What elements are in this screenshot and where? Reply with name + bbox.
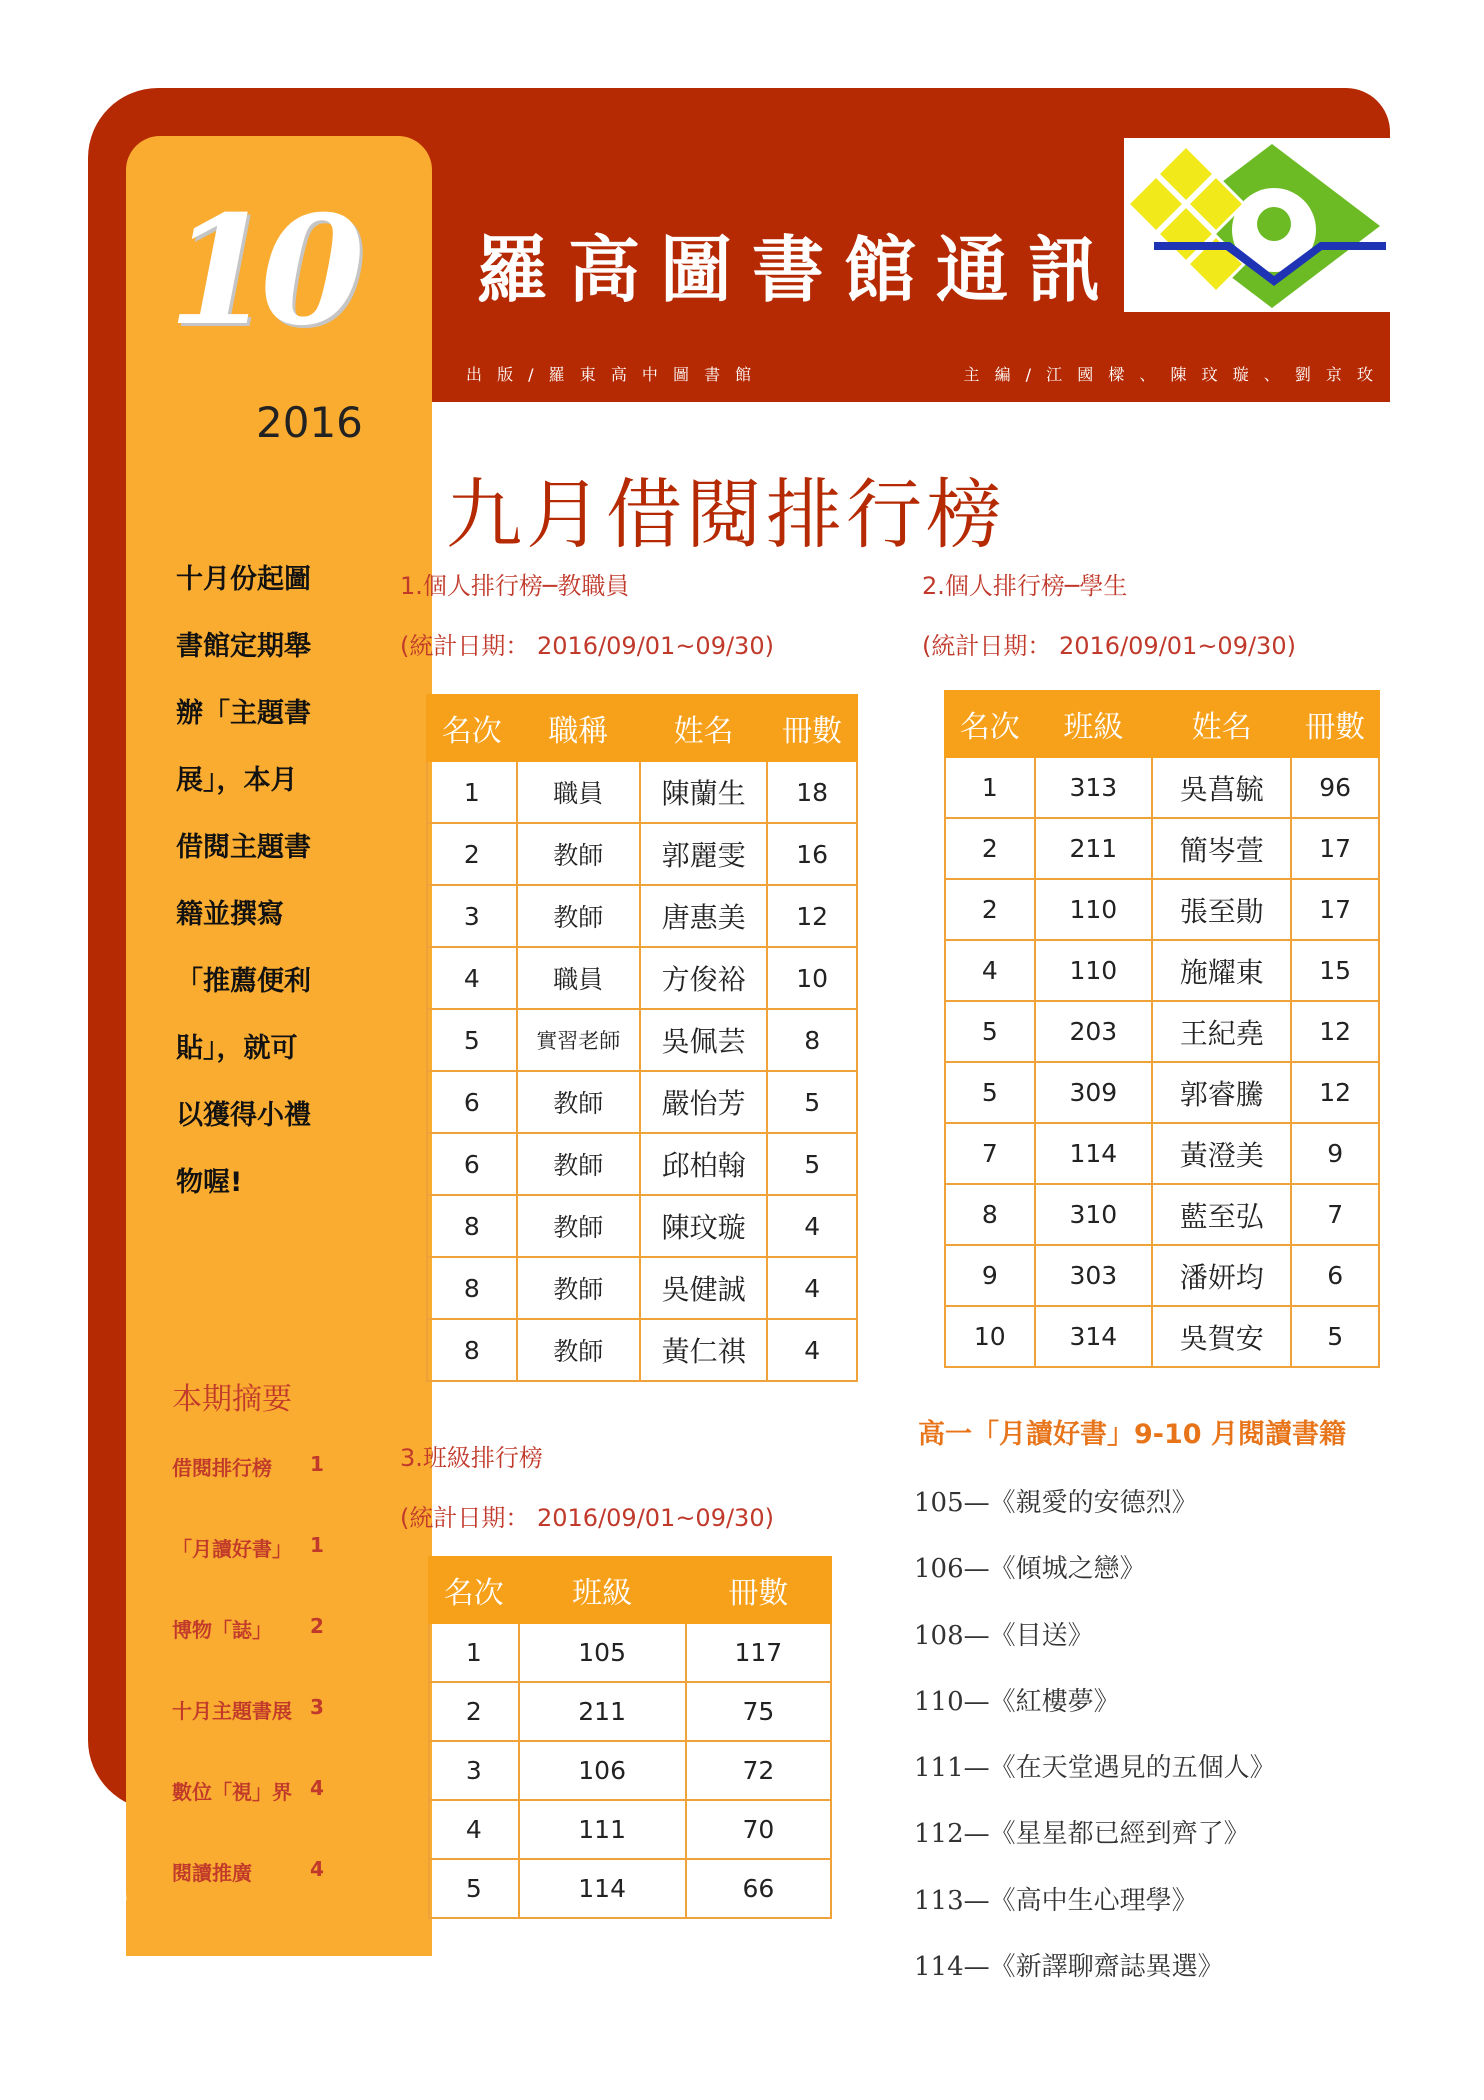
table-cell: 職員 [517, 761, 640, 823]
book-list-item: 114—《新譯聊齋誌異選》 [914, 1952, 1224, 1983]
table-cell: 110 [1035, 879, 1153, 940]
table-cell: 8 [427, 1257, 517, 1319]
table-cell: 303 [1035, 1245, 1153, 1306]
table-cell: 6 [1291, 1245, 1379, 1306]
notice-line: 籍並撰寫 [176, 899, 284, 930]
table-cell: 2 [945, 818, 1035, 879]
table-row [945, 879, 1379, 940]
column-header: 名次 [429, 1557, 519, 1623]
notice-line: 借閱主題書 [176, 832, 311, 863]
table-cell: 211 [519, 1682, 686, 1741]
table-cell: 111 [519, 1800, 686, 1859]
table-cell: 2 [945, 879, 1035, 940]
table-cell: 1 [429, 1623, 519, 1682]
notice-line: 貼」，就可 [176, 1033, 298, 1064]
table-cell: 吳賀安 [1152, 1306, 1291, 1367]
table-cell: 吳佩芸 [640, 1009, 767, 1071]
student-ranking-heading: 2.個人排行榜─學生 [922, 572, 1128, 600]
table-row [945, 757, 1379, 818]
table-cell: 方俊裕 [640, 947, 767, 1009]
table-row [429, 1800, 831, 1859]
table-cell: 教師 [517, 885, 640, 947]
newsletter-title: 羅高圖書館通訊 [476, 227, 1121, 312]
table-row [429, 1623, 831, 1682]
table-cell: 5 [1291, 1306, 1379, 1367]
book-list-item: 106—《傾城之戀》 [914, 1554, 1146, 1585]
table-cell: 7 [945, 1123, 1035, 1184]
book-list-item: 113—《高中生心理學》 [914, 1885, 1198, 1916]
table-cell: 9 [1291, 1123, 1379, 1184]
table-cell: 10 [767, 947, 857, 1009]
table-row [427, 823, 857, 885]
book-list-item: 112—《星星都已經到齊了》 [914, 1819, 1250, 1850]
summary-item-label: 數位「視」界 [172, 1780, 292, 1804]
table-cell: 203 [1035, 1001, 1153, 1062]
table-cell: 4 [429, 1800, 519, 1859]
table-row [429, 1741, 831, 1800]
summary-item-label: 借閱排行榜 [172, 1456, 272, 1480]
table-cell: 陳蘭生 [640, 761, 767, 823]
table-cell: 黃澄美 [1152, 1123, 1291, 1184]
class-ranking-heading: 3.班級排行榜 [400, 1444, 543, 1472]
table-cell: 114 [519, 1859, 686, 1918]
table-cell: 教師 [517, 1319, 640, 1381]
table-cell: 15 [1291, 940, 1379, 1001]
table-row [427, 1319, 857, 1381]
table-cell: 70 [686, 1800, 831, 1859]
table-row [427, 1133, 857, 1195]
table-cell: 9 [945, 1245, 1035, 1306]
table-cell: 教師 [517, 1071, 640, 1133]
table-cell: 7 [1291, 1184, 1379, 1245]
table-cell: 12 [1291, 1001, 1379, 1062]
summary-item-page: 2 [310, 1614, 324, 1638]
table-cell: 8 [945, 1184, 1035, 1245]
table-cell: 2 [427, 823, 517, 885]
table-cell: 教師 [517, 1195, 640, 1257]
table-row [429, 1859, 831, 1918]
table-cell: 10 [945, 1306, 1035, 1367]
table-cell: 嚴怡芳 [640, 1071, 767, 1133]
table-row [945, 1306, 1379, 1367]
summary-item-page: 4 [310, 1857, 324, 1881]
table-row [429, 1682, 831, 1741]
table-row [427, 885, 857, 947]
table-cell: 17 [1291, 879, 1379, 940]
table-row [427, 1071, 857, 1133]
table-row [945, 1184, 1379, 1245]
table-cell: 施耀東 [1152, 940, 1291, 1001]
table-cell: 5 [945, 1001, 1035, 1062]
table-cell: 教師 [517, 1257, 640, 1319]
table-cell: 實習老師 [517, 1009, 640, 1071]
table-cell: 110 [1035, 940, 1153, 1001]
table-cell: 唐惠美 [640, 885, 767, 947]
notice-line: 辦「主題書 [176, 698, 311, 729]
table-cell: 郭睿騰 [1152, 1062, 1291, 1123]
summary-item[interactable] [172, 1533, 332, 1614]
table-row [945, 1123, 1379, 1184]
table-cell: 5 [945, 1062, 1035, 1123]
table-row [427, 1009, 857, 1071]
table-row [427, 1257, 857, 1319]
table-row [945, 818, 1379, 879]
table-cell: 1 [427, 761, 517, 823]
notice-line: 十月份起圖 [176, 564, 311, 595]
table-cell: 75 [686, 1682, 831, 1741]
library-logo [1124, 138, 1390, 312]
summary-item[interactable] [172, 1614, 332, 1695]
summary-list [172, 1452, 332, 1938]
column-header: 冊數 [686, 1557, 831, 1623]
student-ranking-table [944, 690, 1380, 1368]
table-cell: 211 [1035, 818, 1153, 879]
table-cell: 吳健誠 [640, 1257, 767, 1319]
summary-item-label: 博物「誌」 [172, 1618, 272, 1642]
column-header: 名次 [427, 695, 517, 761]
table-cell: 310 [1035, 1184, 1153, 1245]
table-cell: 3 [427, 885, 517, 947]
notice-line: 展」，本月 [176, 765, 298, 796]
book-list [914, 1482, 1276, 2012]
summary-item[interactable] [172, 1857, 332, 1938]
table-cell: 邱柏翰 [640, 1133, 767, 1195]
table-cell: 96 [1291, 757, 1379, 818]
table-cell: 4 [945, 940, 1035, 1001]
column-header: 冊數 [767, 695, 857, 761]
table-cell: 313 [1035, 757, 1153, 818]
staff-ranking-table [426, 694, 858, 1382]
table-cell: 陳玟璇 [640, 1195, 767, 1257]
table-cell: 5 [767, 1133, 857, 1195]
table-cell: 4 [767, 1195, 857, 1257]
table-cell: 4 [767, 1257, 857, 1319]
notice-line: 書館定期舉 [176, 631, 311, 662]
summary-item-label: 閱讀推廣 [172, 1861, 252, 1885]
table-cell: 309 [1035, 1062, 1153, 1123]
table-header-row [429, 1557, 831, 1623]
table-cell: 12 [767, 885, 857, 947]
staff-ranking-heading: 1.個人排行榜─教職員 [400, 572, 630, 600]
page-title: 九月借閱排行榜 [446, 470, 1006, 559]
publisher-line: 出 版 / 羅 東 高 中 圖 書 館 [466, 365, 757, 384]
issue-number: 10 [168, 183, 353, 359]
notice-line: 物喔! [176, 1167, 243, 1198]
table-cell: 簡岑萱 [1152, 818, 1291, 879]
table-cell: 教師 [517, 1133, 640, 1195]
table-cell: 18 [767, 761, 857, 823]
table-cell: 黃仁祺 [640, 1319, 767, 1381]
table-cell: 105 [519, 1623, 686, 1682]
summary-item[interactable] [172, 1776, 332, 1857]
table-cell: 3 [429, 1741, 519, 1800]
table-cell: 2 [429, 1682, 519, 1741]
summary-item[interactable] [172, 1695, 332, 1776]
table-cell: 5 [427, 1009, 517, 1071]
column-header: 冊數 [1291, 691, 1379, 757]
table-cell: 117 [686, 1623, 831, 1682]
table-cell: 8 [427, 1195, 517, 1257]
table-row [427, 1195, 857, 1257]
table-cell: 1 [945, 757, 1035, 818]
column-header: 班級 [1035, 691, 1153, 757]
summary-item[interactable] [172, 1452, 332, 1533]
summary-item-label: 十月主題書展 [172, 1699, 292, 1723]
table-row [945, 1245, 1379, 1306]
class-ranking-table [428, 1556, 832, 1919]
table-row [427, 761, 857, 823]
table-row [945, 1062, 1379, 1123]
table-cell: 106 [519, 1741, 686, 1800]
table-cell: 郭麗雯 [640, 823, 767, 885]
table-cell: 張至勛 [1152, 879, 1291, 940]
student-ranking-date: (統計日期： 2016/09/01~09/30) [922, 632, 1296, 660]
column-header: 職稱 [517, 695, 640, 761]
column-header: 班級 [519, 1557, 686, 1623]
table-cell: 12 [1291, 1062, 1379, 1123]
summary-item-page: 4 [310, 1776, 324, 1800]
book-list-heading: 高一「月讀好書」9-10 月閱讀書籍 [918, 1419, 1346, 1450]
summary-item-label: 「月讀好書」 [172, 1537, 292, 1561]
table-cell: 8 [767, 1009, 857, 1071]
table-cell: 16 [767, 823, 857, 885]
logo-green-dot [1257, 207, 1291, 241]
book-list-item: 105—《親愛的安德烈》 [914, 1488, 1198, 1518]
sidebar-notice [176, 558, 376, 1228]
column-header: 姓名 [640, 695, 767, 761]
class-ranking-date: (統計日期： 2016/09/01~09/30) [400, 1504, 774, 1532]
table-cell: 5 [429, 1859, 519, 1918]
column-header: 名次 [945, 691, 1035, 757]
column-header: 姓名 [1152, 691, 1291, 757]
table-cell: 教師 [517, 823, 640, 885]
table-cell: 5 [767, 1071, 857, 1133]
table-row [427, 947, 857, 1009]
table-cell: 6 [427, 1133, 517, 1195]
book-list-item: 111—《在天堂遇見的五個人》 [914, 1753, 1276, 1784]
table-cell: 吳菖毓 [1152, 757, 1291, 818]
summary-item-page: 1 [310, 1533, 324, 1557]
table-cell: 6 [427, 1071, 517, 1133]
table-cell: 職員 [517, 947, 640, 1009]
logo-yellow-squares [1128, 146, 1244, 292]
table-cell: 314 [1035, 1306, 1153, 1367]
book-list-item: 108—《目送》 [914, 1620, 1094, 1651]
table-cell: 4 [767, 1319, 857, 1381]
table-cell: 66 [686, 1859, 831, 1918]
summary-title: 本期摘要 [172, 1382, 292, 1417]
table-cell: 17 [1291, 818, 1379, 879]
table-cell: 114 [1035, 1123, 1153, 1184]
issue-year: 2016 [256, 398, 363, 447]
table-row [945, 1001, 1379, 1062]
table-cell: 8 [427, 1319, 517, 1381]
table-cell: 王紀堯 [1152, 1001, 1291, 1062]
table-cell: 潘妍均 [1152, 1245, 1291, 1306]
table-row [945, 940, 1379, 1001]
summary-item-page: 1 [310, 1452, 324, 1476]
notice-line: 「推薦便利 [176, 966, 311, 997]
table-header-row [945, 691, 1379, 757]
table-cell: 藍至弘 [1152, 1184, 1291, 1245]
table-header-row [427, 695, 857, 761]
summary-item-page: 3 [310, 1695, 324, 1719]
editors-line: 主 編 / 江 國 樑 、 陳 玟 璇 、 劉 京 玫 [963, 365, 1378, 384]
staff-ranking-date: (統計日期： 2016/09/01~09/30) [400, 632, 774, 660]
table-cell: 4 [427, 947, 517, 1009]
book-list-item: 110—《紅樓夢》 [914, 1686, 1120, 1717]
notice-line: 以獲得小禮 [176, 1100, 311, 1131]
table-cell: 72 [686, 1741, 831, 1800]
